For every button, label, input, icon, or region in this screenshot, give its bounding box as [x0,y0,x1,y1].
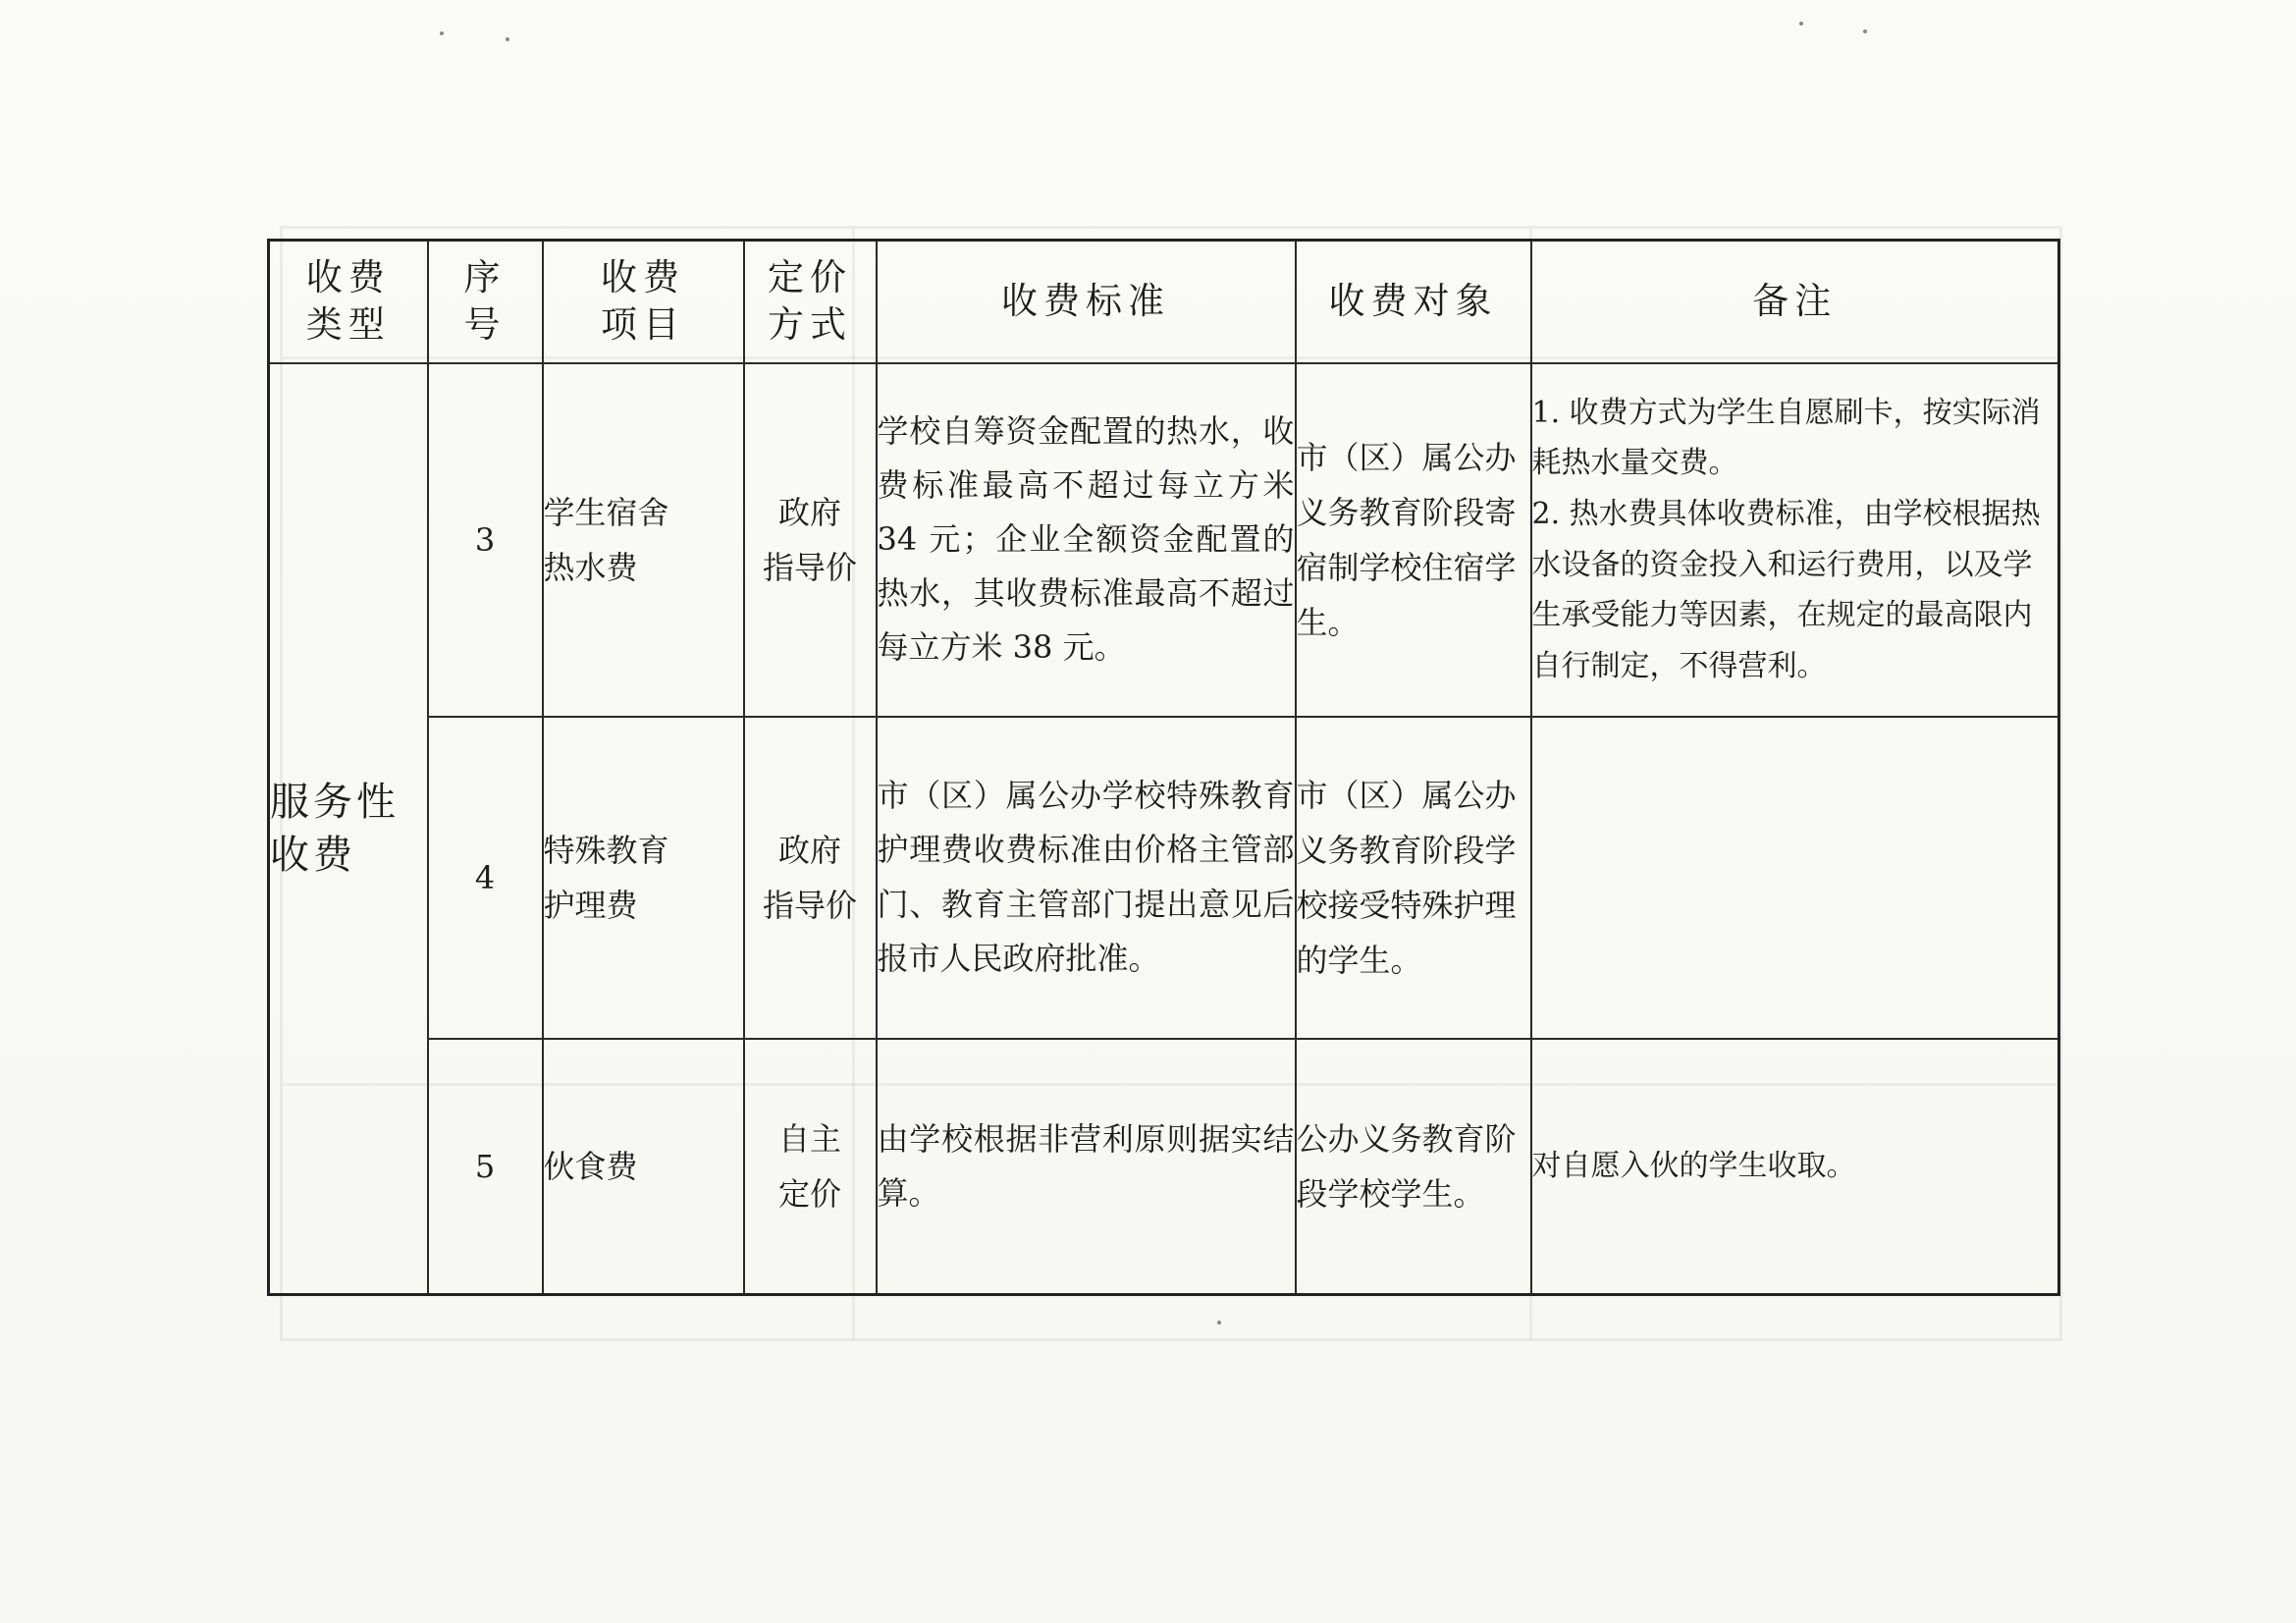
row-item: 伙食费 [543,1039,744,1295]
row-method: 政府 指导价 [744,717,877,1039]
header-item: 收费 项目 [543,241,744,363]
table-header-row [269,241,2059,363]
row-target: 市（区）属公办义务教育阶段学校接受特殊护理的学生。 [1296,717,1531,1039]
row-note [1531,717,2059,1039]
row-method: 自主 定价 [744,1039,877,1295]
table-row [269,1039,2059,1295]
note-line: 1. 收费方式为学生自愿刷卡，按实际消耗热水量交费。 [1531,395,2041,481]
header-fee-type: 收费 类型 [269,241,428,363]
note-line: 对自愿入伙的学生收取。 [1531,1148,1856,1183]
header-standard: 收费标准 [877,241,1296,363]
row-note [1531,363,2059,717]
row-target: 市（区）属公办义务教育阶段寄宿制学校住宿学生。 [1296,363,1531,717]
header-method: 定价 方式 [744,241,877,363]
fee-table [267,239,2060,1296]
table-row [269,363,2059,717]
table-row [269,717,2059,1039]
note-line: 2. 热水费具体收费标准，由学校根据热水设备的资金投入和运行费用，以及学生承受能力等因素，在规定的最高限内自行制定，不得营利。 [1531,496,2041,683]
fee-category-cell: 服务性 收费 [269,363,428,1295]
row-item: 学生宿舍 热水费 [543,363,744,717]
row-seq: 5 [428,1039,543,1295]
header-target: 收费对象 [1296,241,1531,363]
row-seq: 4 [428,717,543,1039]
row-standard: 由学校根据非营利原则据实结算。 [877,1039,1296,1295]
row-note [1531,1039,2059,1295]
header-seq: 序 号 [428,241,543,363]
row-seq: 3 [428,363,543,717]
row-standard: 市（区）属公办学校特殊教育护理费收费标准由价格主管部门、教育主管部门提出意见后报市人民政府批准。 [877,717,1296,1039]
row-target: 公办义务教育阶段学校学生。 [1296,1039,1531,1295]
row-method: 政府 指导价 [744,363,877,717]
header-note: 备注 [1531,241,2059,363]
row-item: 特殊教育 护理费 [543,717,744,1039]
row-standard: 学校自筹资金配置的热水，收费标准最高不超过每立方米 34 元；企业全额资金配置的热水，其收费标准最高不超过每立方米 38 元。 [877,363,1296,717]
